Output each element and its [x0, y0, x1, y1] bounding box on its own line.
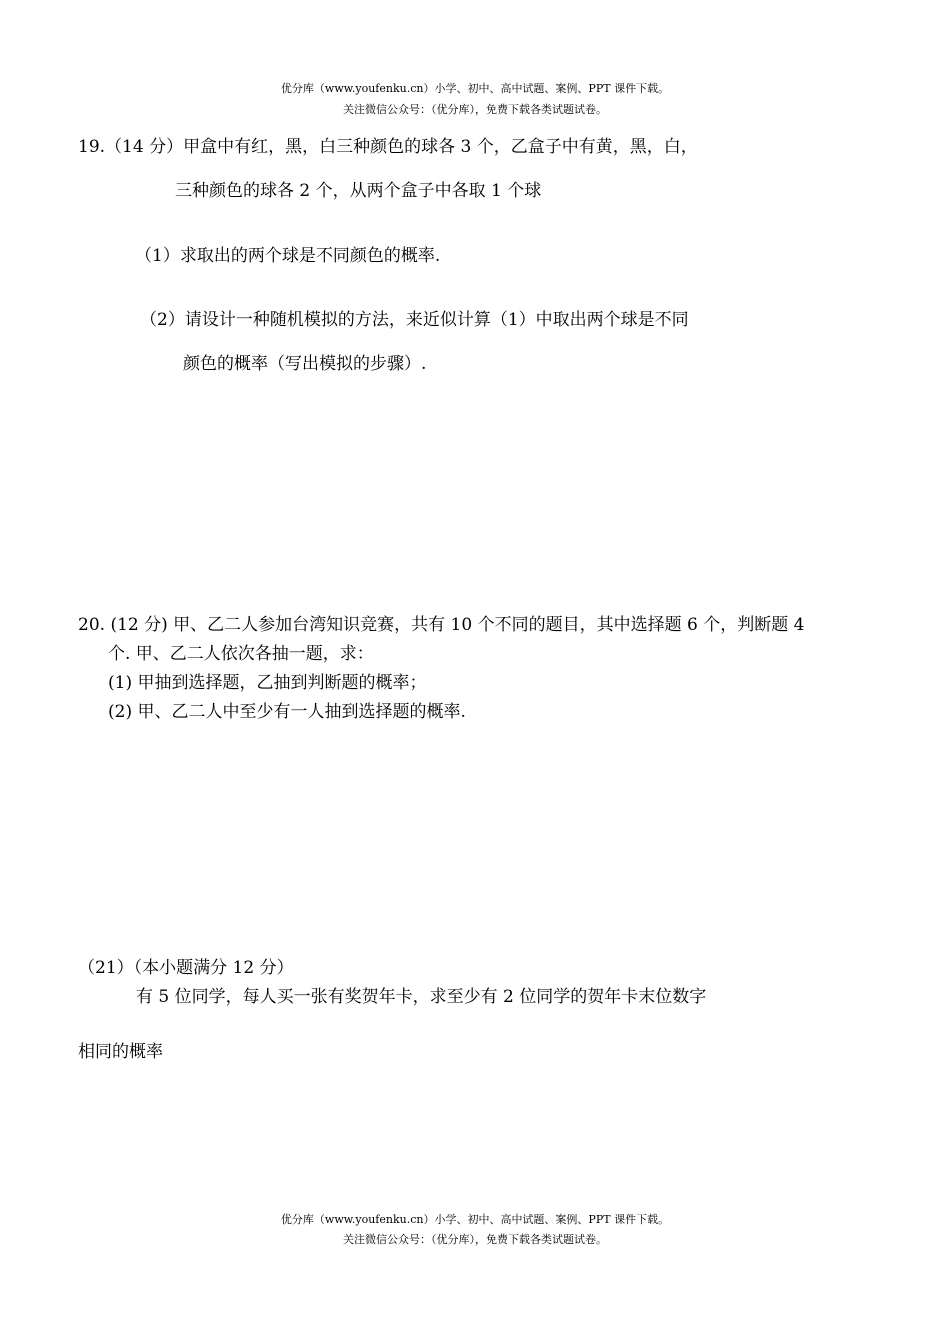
- q20-part-1: (1) 甲抽到选择题，乙抽到判断题的概率；: [108, 673, 427, 693]
- q19-part-2-line-1: （2）请设计一种随机模拟的方法，来近似计算（1）中取出两个球是不同: [140, 310, 689, 330]
- q19-stem-line-1: 19.（14 分）甲盒中有红，黑，白三种颜色的球各 3 个，乙盒子中有黄，黑，白，: [78, 137, 698, 157]
- q20-stem-line-2: 个. 甲、乙二人依次各抽一题，求：: [108, 644, 374, 664]
- q21-body-line-2: 相同的概率: [78, 1042, 163, 1062]
- footer-line-1: 优分库（www.youfenku.cn）小学、初中、高中试题、案例、PPT 课件下载。: [280, 1213, 670, 1226]
- header-line-2: 关注微信公众号：（优分库），免费下载各类试题试卷。: [343, 103, 607, 116]
- footer-line-2: 关注微信公众号：（优分库），免费下载各类试题试卷。: [343, 1233, 607, 1246]
- q19-stem-line-2: 三种颜色的球各 2 个，从两个盒子中各取 1 个球: [175, 181, 542, 201]
- header-line-1: 优分库（www.youfenku.cn）小学、初中、高中试题、案例、PPT 课件下载。: [280, 82, 670, 95]
- q20-stem-line-1: 20. (12 分) 甲、乙二人参加台湾知识竞赛，共有 10 个不同的题目，其中选择题 6 个，判断题 4: [78, 615, 805, 635]
- q21-body-line-1: 有 5 位同学，每人买一张有奖贺年卡，求至少有 2 位同学的贺年卡末位数字: [136, 987, 707, 1007]
- q21-title: （21）（本小题满分 12 分）: [78, 958, 294, 978]
- q19-part-1: （1）求取出的两个球是不同颜色的概率.: [135, 246, 441, 266]
- q20-part-2: (2) 甲、乙二人中至少有一人抽到选择题的概率.: [108, 702, 466, 722]
- q19-part-2-line-2: 颜色的概率（写出模拟的步骤）.: [183, 354, 427, 374]
